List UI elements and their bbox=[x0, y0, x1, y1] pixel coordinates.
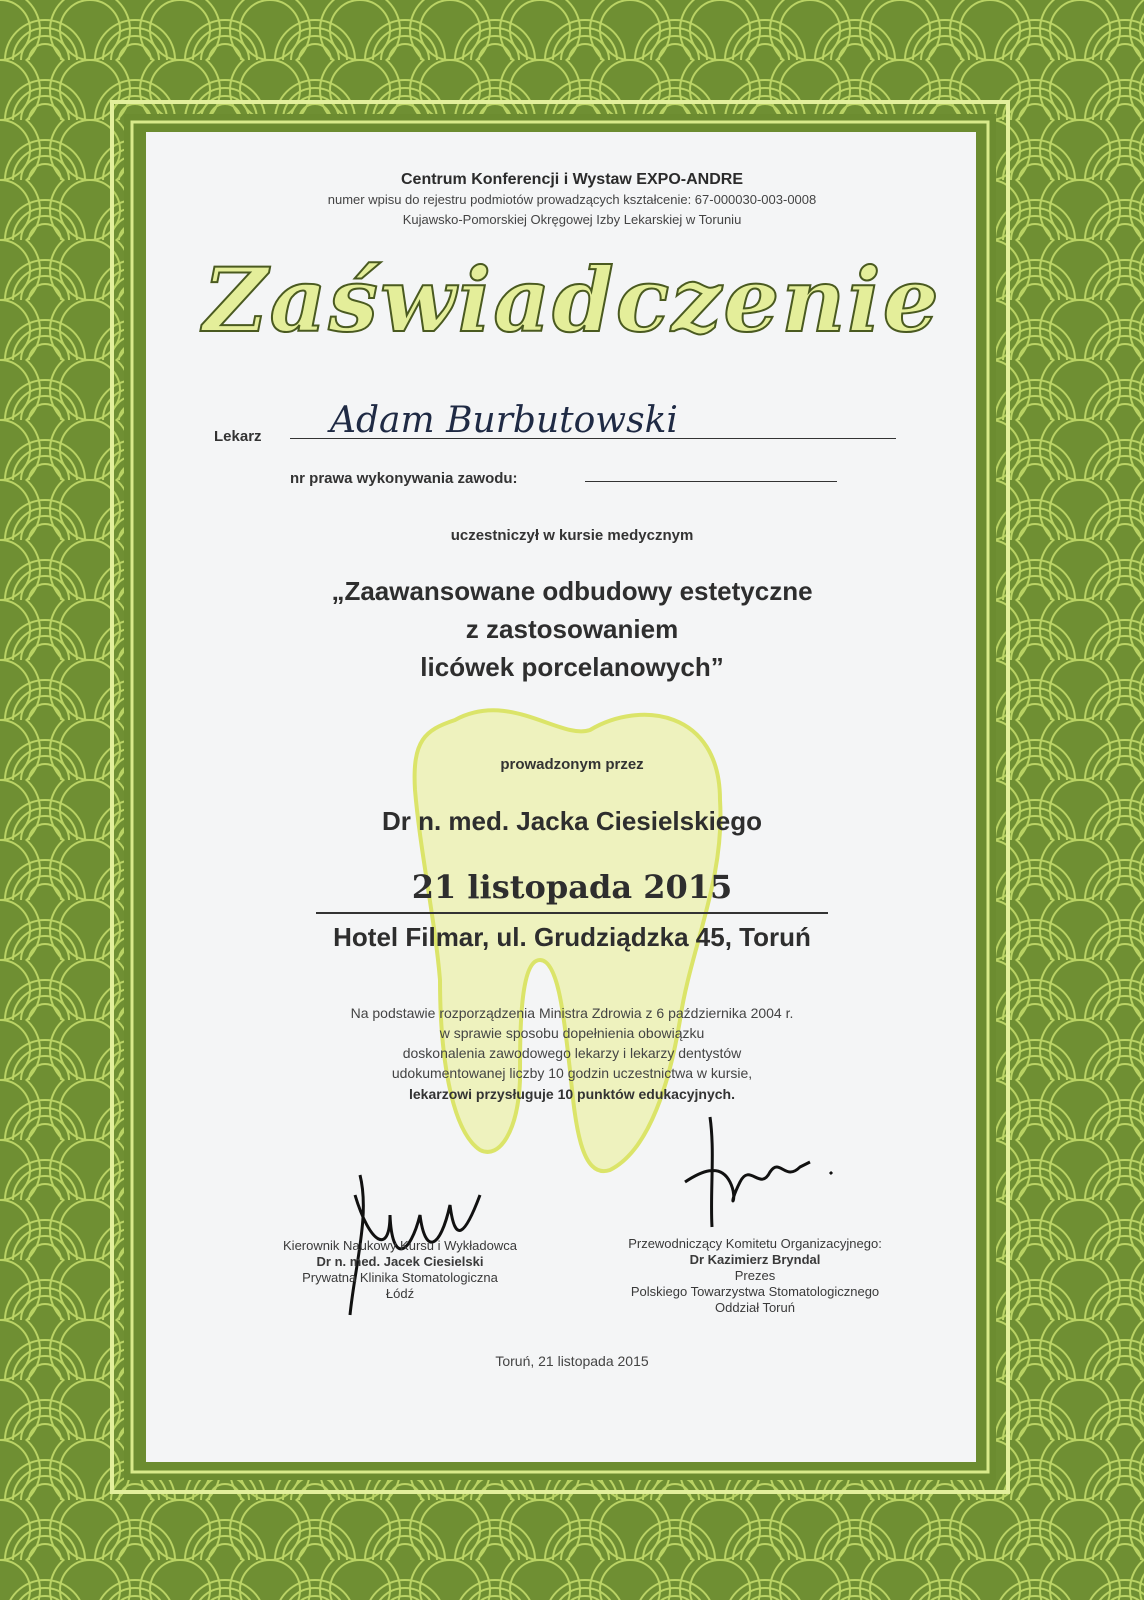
course-title-line-3: licówek porcelanowych” bbox=[420, 652, 724, 682]
right-signatory-branch: Oddział Toruń bbox=[715, 1300, 795, 1315]
legal-line-4: udokumentowanej liczby 10 godzin uczestnictwa w kursie, bbox=[391, 1065, 753, 1081]
date-underline bbox=[316, 912, 828, 914]
license-label: nr prawa wykonywania zawodu: bbox=[290, 470, 518, 487]
license-line bbox=[585, 481, 837, 482]
led-by-label: prowadzonym przez bbox=[500, 756, 644, 773]
course-venue: Hotel Filmar, ul. Grudziądzka 45, Toruń bbox=[333, 922, 811, 952]
registry-number: numer wpisu do rejestru podmiotów prowadzących kształcenie: 67-000030-003-0008 bbox=[327, 192, 817, 207]
medical-chamber: Kujawsko-Pomorskiej Okręgowej Izby Lekarskiej w Toruniu bbox=[402, 212, 742, 227]
right-signatory bbox=[595, 1236, 915, 1316]
recipient-name-line bbox=[290, 438, 896, 439]
legal-line-1: Na podstawie rozporządzenia Ministra Zdrowia z 6 października 2004 r. bbox=[350, 1005, 794, 1021]
course-intro: uczestniczył w kursie medycznym bbox=[450, 527, 694, 544]
course-title-line-1: „Zaawansowane odbudowy estetyczne bbox=[331, 576, 813, 606]
left-signatory-role: Kierownik Naukowy Kursu i Wykładowca bbox=[283, 1238, 517, 1253]
left-signatory-name: Dr n. med. Jacek Ciesielski bbox=[316, 1254, 484, 1269]
lecturer-name: Dr n. med. Jacka Ciesielskiego bbox=[381, 806, 763, 836]
left-signatory-city: Łódź bbox=[385, 1286, 415, 1301]
left-signatory-org: Prywatna Klinika Stomatologiczna bbox=[302, 1270, 498, 1285]
right-signatory-role: Przewodniczący Komitetu Organizacyjnego: bbox=[628, 1236, 882, 1251]
right-signatory-org: Polskiego Towarzystwa Stomatologicznego bbox=[630, 1284, 880, 1299]
place-date: Toruń, 21 listopada 2015 bbox=[495, 1353, 649, 1369]
legal-line-2: w sprawie sposobu dopełnienia obowiązku bbox=[439, 1025, 705, 1041]
right-signature bbox=[670, 1112, 850, 1232]
right-signatory-title: Prezes bbox=[734, 1268, 776, 1283]
legal-line-3: doskonalenia zawodowego lekarzy i lekarzy dentystów bbox=[402, 1045, 742, 1061]
recipient-name: Adam Burbutowski bbox=[330, 400, 678, 441]
course-title-line-2: z zastosowaniem bbox=[465, 614, 679, 644]
recipient-label: Lekarz bbox=[214, 428, 262, 445]
left-signatory bbox=[255, 1238, 545, 1302]
organizer-name: Centrum Konferencji i Wystaw EXPO-ANDRE bbox=[401, 171, 743, 188]
legal-points: lekarzowi przysługuje 10 punktów edukacyjnych. bbox=[409, 1086, 735, 1102]
course-date: 21 listopada 2015 bbox=[411, 868, 733, 906]
right-signatory-name: Dr Kazimierz Bryndal bbox=[689, 1252, 821, 1267]
certificate-title: Zaświadczenie bbox=[203, 248, 941, 352]
